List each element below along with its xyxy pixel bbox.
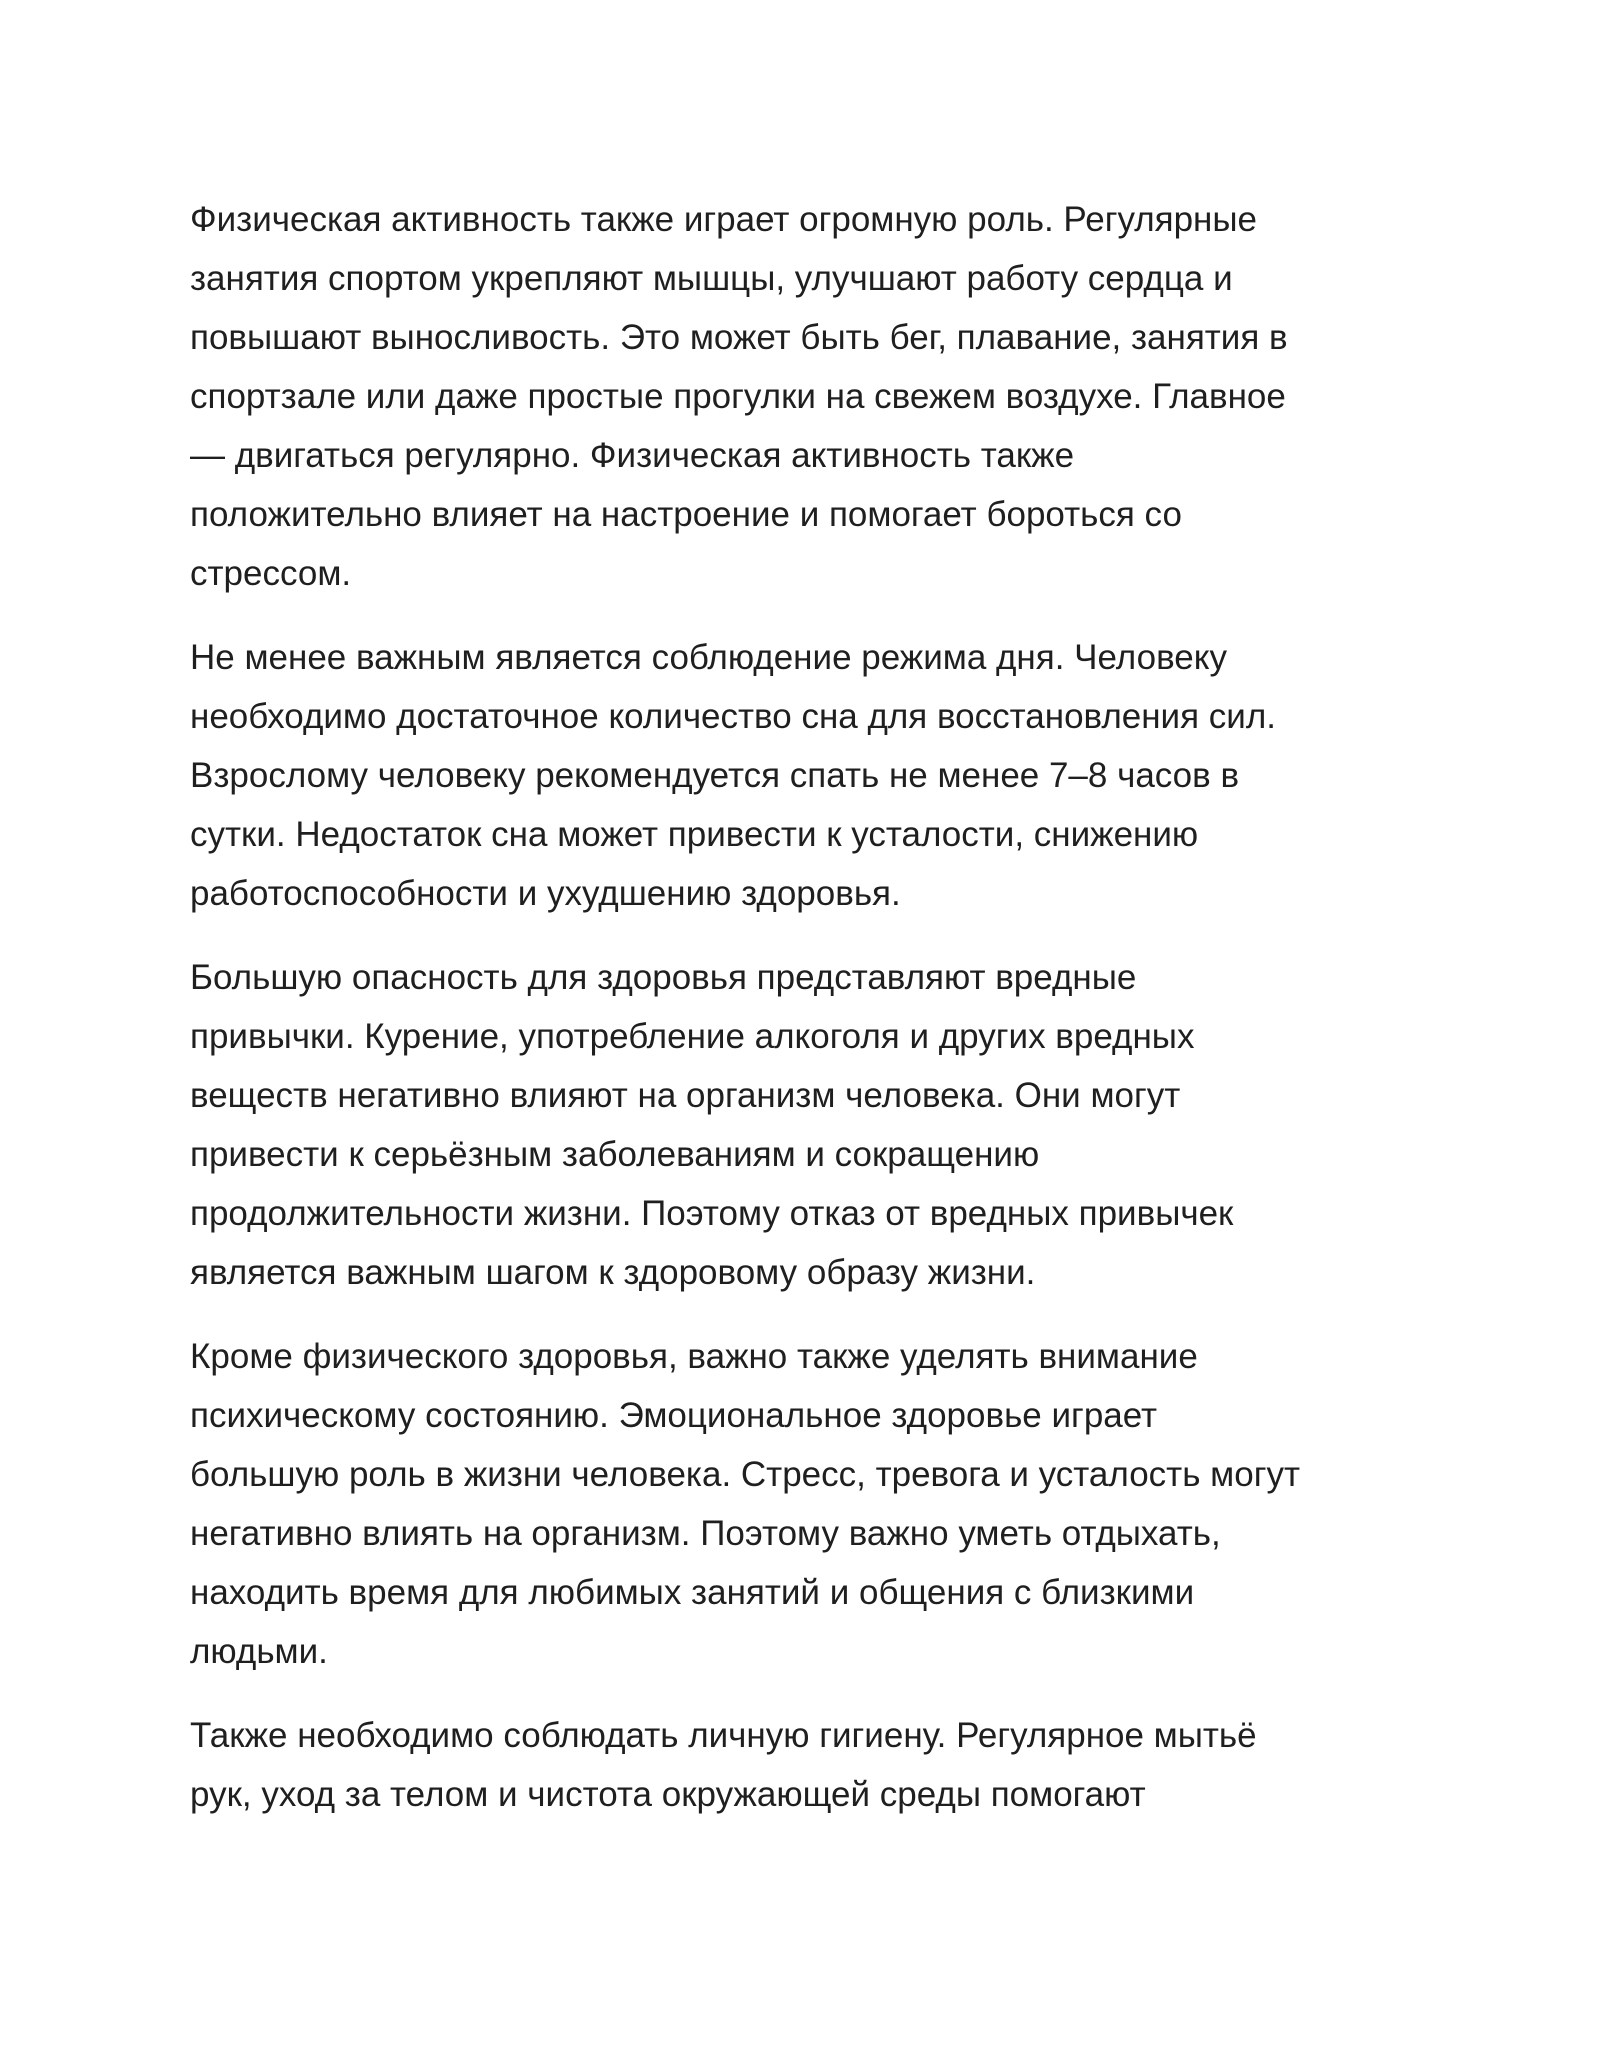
text-line: стрессом. — [190, 554, 352, 593]
text-line: спортзале или даже простые прогулки на свежем воздухе. Главное — [190, 377, 1286, 416]
paragraph-mental-health — [190, 1327, 1430, 1681]
text-line: сутки. Недостаток сна может привести к усталости, снижению — [190, 815, 1199, 854]
text-line: занятия спортом укрепляют мышцы, улучшают работу сердца и — [190, 259, 1233, 298]
paragraph-daily-routine — [190, 628, 1430, 923]
text-line: Кроме физического здоровья, важно также уделять внимание — [190, 1337, 1198, 1376]
text-line: Большую опасность для здоровья представляют вредные — [190, 958, 1137, 997]
text-line: Взрослому человеку рекомендуется спать не менее 7–8 часов в — [190, 756, 1240, 795]
text-line: негативно влиять на организм. Поэтому важно уметь отдыхать, — [190, 1514, 1221, 1553]
text-line: привычки. Курение, употребление алкоголя и других вредных — [190, 1017, 1195, 1056]
text-line: Не менее важным является соблюдение режима дня. Человеку — [190, 638, 1227, 677]
text-line: необходимо достаточное количество сна для восстановления сил. — [190, 697, 1276, 736]
paragraph-physical-activity — [190, 190, 1430, 603]
text-line: большую роль в жизни человека. Стресс, тревога и усталость могут — [190, 1455, 1300, 1494]
text-line: работоспособности и ухудшению здоровья. — [190, 874, 901, 913]
text-line: продолжительности жизни. Поэтому отказ от вредных привычек — [190, 1194, 1234, 1233]
text-line: является важным шагом к здоровому образу жизни. — [190, 1253, 1036, 1292]
text-line: психическому состоянию. Эмоциональное здоровье играет — [190, 1396, 1158, 1435]
text-line: — двигаться регулярно. Физическая активность также — [190, 436, 1075, 475]
text-line: рук, уход за телом и чистота окружающей среды помогают — [190, 1775, 1146, 1814]
text-line: привести к серьёзным заболеваниям и сокращению — [190, 1135, 1040, 1174]
paragraph-bad-habits — [190, 948, 1430, 1302]
text-line: повышают выносливость. Это может быть бег, плавание, занятия в — [190, 318, 1288, 357]
text-line: находить время для любимых занятий и общения с близкими — [190, 1573, 1195, 1612]
document-body — [190, 190, 1430, 1849]
text-line: веществ негативно влияют на организм человека. Они могут — [190, 1076, 1181, 1115]
text-line: положительно влияет на настроение и помогает бороться со — [190, 495, 1182, 534]
paragraph-hygiene — [190, 1706, 1430, 1824]
text-line: Также необходимо соблюдать личную гигиену. Регулярное мытьё — [190, 1716, 1257, 1755]
text-line: людьми. — [190, 1632, 328, 1671]
text-line: Физическая активность также играет огромную роль. Регулярные — [190, 200, 1257, 239]
